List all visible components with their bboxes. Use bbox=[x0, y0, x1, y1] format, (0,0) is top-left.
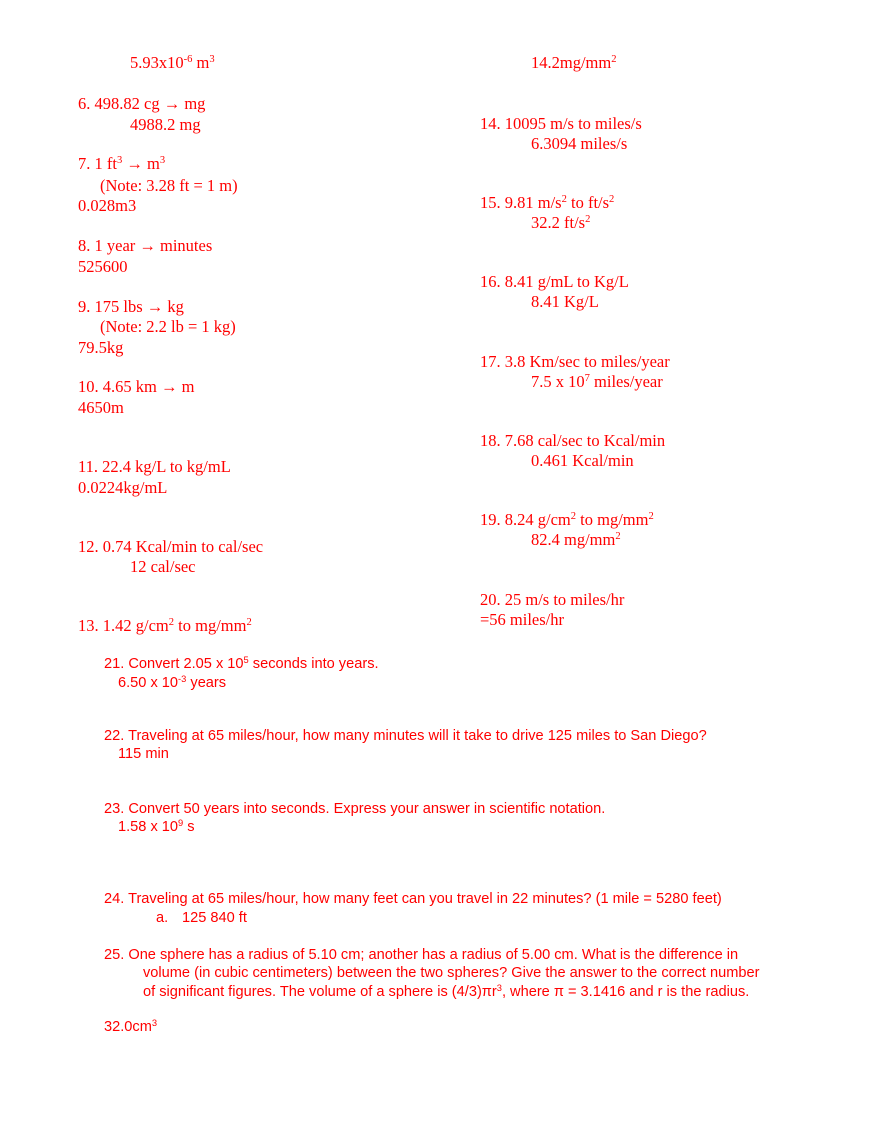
problem-18-answer: 0.461 Kcal/min bbox=[531, 451, 634, 470]
problem-9-question: 9. 175 lbs → kg bbox=[78, 297, 184, 316]
problem-23-answer: 1.58 x $10^9$ s bbox=[118, 817, 195, 835]
problem-6-answer: 4988.2 mg bbox=[130, 115, 201, 134]
problem-16-question: 16. 8.41 g/mL to Kg/L bbox=[480, 272, 629, 291]
problem-13-question: 13. 1.42 $g/cm^2$ to $mg/mm^2$ bbox=[78, 616, 252, 635]
problem-7-note: (Note: 3.28 ft = 1 m) bbox=[100, 176, 238, 195]
problem-10-answer: 4650m bbox=[78, 398, 124, 417]
problem-15-answer: 32.2 $ft/s^2$ bbox=[531, 213, 591, 232]
problem-20-answer: =56 miles/hr bbox=[480, 610, 565, 629]
problem-25-answer: $32.0cm^3$ bbox=[104, 1017, 158, 1035]
problem-14-answer: 6.3094 miles/s bbox=[531, 134, 628, 153]
problem-24-question: 24. Traveling at 65 miles/hour, how many feet can you travel in 22 minutes? (1 mile = 5280 feet) bbox=[104, 891, 722, 907]
problem-22-question: 22. Traveling at 65 miles/hour, how many minutes will it take to drive 125 miles to San Diego? bbox=[104, 728, 707, 744]
problem-21-question: 21. Convert 2.05 x $10^5$ seconds into years. bbox=[104, 654, 379, 672]
problem-10-question: 10. 4.65 km → m bbox=[78, 377, 195, 396]
problem-17-question: 17. 3.8 Km/sec to miles/year bbox=[480, 352, 670, 371]
problem-12-answer: 12 cal/sec bbox=[130, 557, 196, 576]
problem-17-answer: 7.5 x $10^7$ miles/year bbox=[531, 372, 663, 391]
problem-25-question-line-2: volume (in cubic centimeters) between the two spheres? Give the answer to the correct number bbox=[143, 965, 760, 981]
problem-11-question: 11. 22.4 kg/L to kg/mL bbox=[78, 457, 231, 476]
problem-9-answer: 79.5kg bbox=[78, 338, 124, 357]
problem-16-answer: 8.41 Kg/L bbox=[531, 292, 599, 311]
problem-25-question-line-3: of significant figures. The volume of a sphere is $(4/3)\pi r^3$, where π = 3.1416 and r is the radius. bbox=[143, 982, 750, 1000]
answer-5: $5.93x10^{-6}$ $m^3$ bbox=[130, 53, 215, 72]
problem-19-answer: 82.4 $mg/mm^2$ bbox=[531, 530, 621, 549]
problem-22-answer: 115 min bbox=[118, 746, 169, 762]
problem-7-answer: 0.028m3 bbox=[78, 196, 137, 215]
problem-14-question: 14. 10095 m/s to miles/s bbox=[480, 114, 642, 133]
problem-20-question: 20. 25 m/s to miles/hr bbox=[480, 590, 625, 609]
problem-21-answer: 6.50 x $10^{-3}$ years bbox=[118, 673, 227, 691]
problem-9-note: (Note: 2.2 lb = 1 kg) bbox=[100, 317, 236, 336]
problem-24-answer: 125 840 ft bbox=[182, 910, 247, 926]
problem-19-question: 19. 8.24 $g/cm^2$ to $mg/mm^2$ bbox=[480, 510, 654, 529]
answer-13: $14.2mg/mm^2$ bbox=[531, 53, 617, 72]
problem-18-question: 18. 7.68 cal/sec to Kcal/min bbox=[480, 431, 666, 450]
problem-15-question: 15. 9.81 $m/s^2$ to $ft/s^2$ bbox=[480, 193, 615, 212]
problem-12-question: 12. 0.74 Kcal/min to cal/sec bbox=[78, 537, 264, 556]
problem-25-question-line-1: 25. One sphere has a radius of 5.10 cm; another has a radius of 5.00 cm. What is the difference in bbox=[104, 947, 739, 963]
problem-11-answer: 0.0224kg/mL bbox=[78, 478, 168, 497]
problem-23-question: 23. Convert 50 years into seconds. Express your answer in scientific notation. bbox=[104, 801, 606, 817]
problem-8-answer: 525600 bbox=[78, 257, 128, 276]
problem-8-question: 8. 1 year → minutes bbox=[78, 236, 213, 255]
problem-7-question: 7. 1 $ft^3 \to m^3$ bbox=[78, 154, 166, 173]
problem-6-question: 6. 498.82 cg → mg bbox=[78, 94, 206, 113]
problem-24-list-marker: a. bbox=[156, 910, 169, 926]
